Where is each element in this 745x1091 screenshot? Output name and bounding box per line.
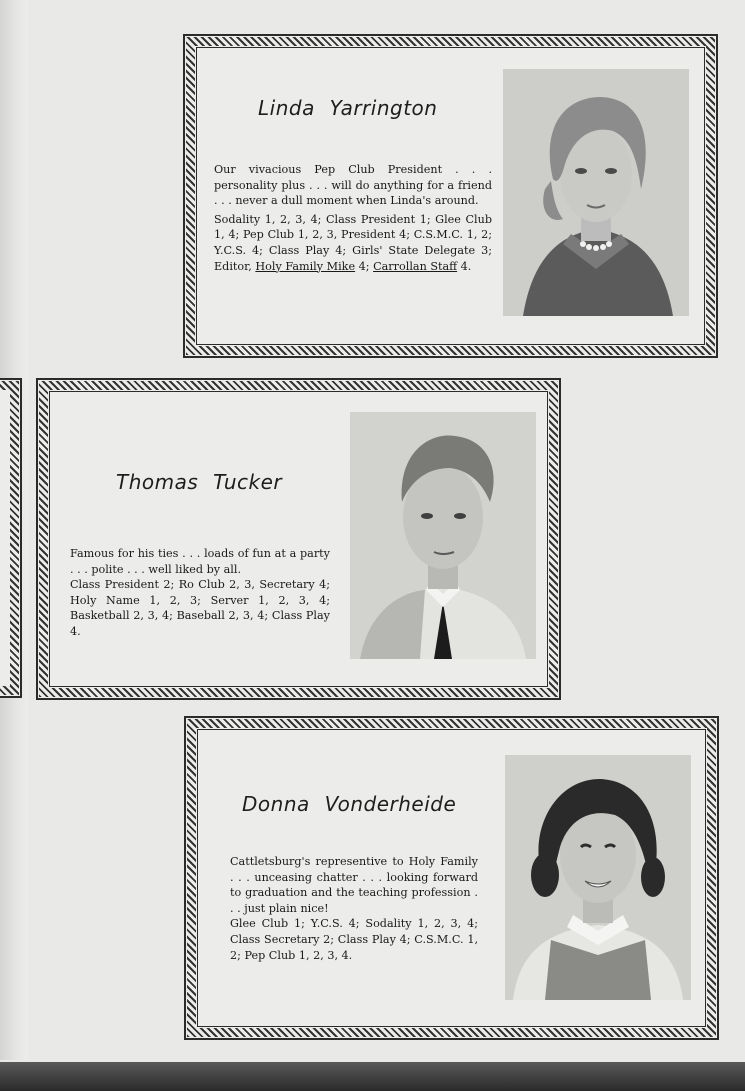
senior-card-thomas	[36, 378, 561, 700]
senior-name: Thomas Tucker	[116, 470, 283, 494]
senior-activities: Sodality 1, 2, 3, 4; Class President 1; Glee Club 1, 4; Pep Club 1, 2, 3, President 4; C.S.M.C. 1, 2; Y.C.S. 4; Class Play 4; Girls' State Delegate 3; Editor, Holy Family Mike 4; Carrollan Staff 4.	[214, 212, 492, 273]
senior-bio	[70, 546, 330, 640]
book-edge	[0, 1062, 745, 1091]
senior-portrait-photo	[503, 69, 689, 316]
senior-bio	[230, 854, 478, 963]
senior-name: Donna Vonderheide	[242, 792, 457, 816]
senior-card-linda	[183, 34, 718, 358]
senior-name: Linda Yarrington	[258, 96, 438, 120]
senior-description: Our vivacious Pep Club President . . . personality plus . . . will do anything for a friend . . . never a dull moment when Linda's around.	[214, 163, 492, 208]
senior-description: Famous for his ties . . . loads of fun at a party . . . polite . . . well liked by all.	[70, 547, 330, 576]
adjacent-page-frame	[0, 378, 22, 698]
senior-description: Cattletsburg's representive to Holy Family . . . unceasing chatter . . . looking forward to graduation and the teaching profession . . . just plain nice!	[230, 855, 478, 915]
senior-activities: Class President 2; Ro Club 2, 3, Secretary 4; Holy Name 1, 2, 3; Server 1, 2, 3, 4; Basketball 2, 3, 4; Baseball 2, 3, 4; Class Play 4.	[70, 578, 330, 638]
senior-bio	[214, 162, 492, 274]
senior-portrait-photo	[350, 412, 536, 659]
senior-card-donna	[184, 716, 719, 1040]
senior-portrait-photo	[505, 755, 691, 1000]
senior-activities: Glee Club 1; Y.C.S. 4; Sodality 1, 2, 3, 4; Class Secretary 2; Class Play 4; C.S.M.C. 1, 2; Pep Club 1, 2, 3, 4.	[230, 917, 478, 962]
